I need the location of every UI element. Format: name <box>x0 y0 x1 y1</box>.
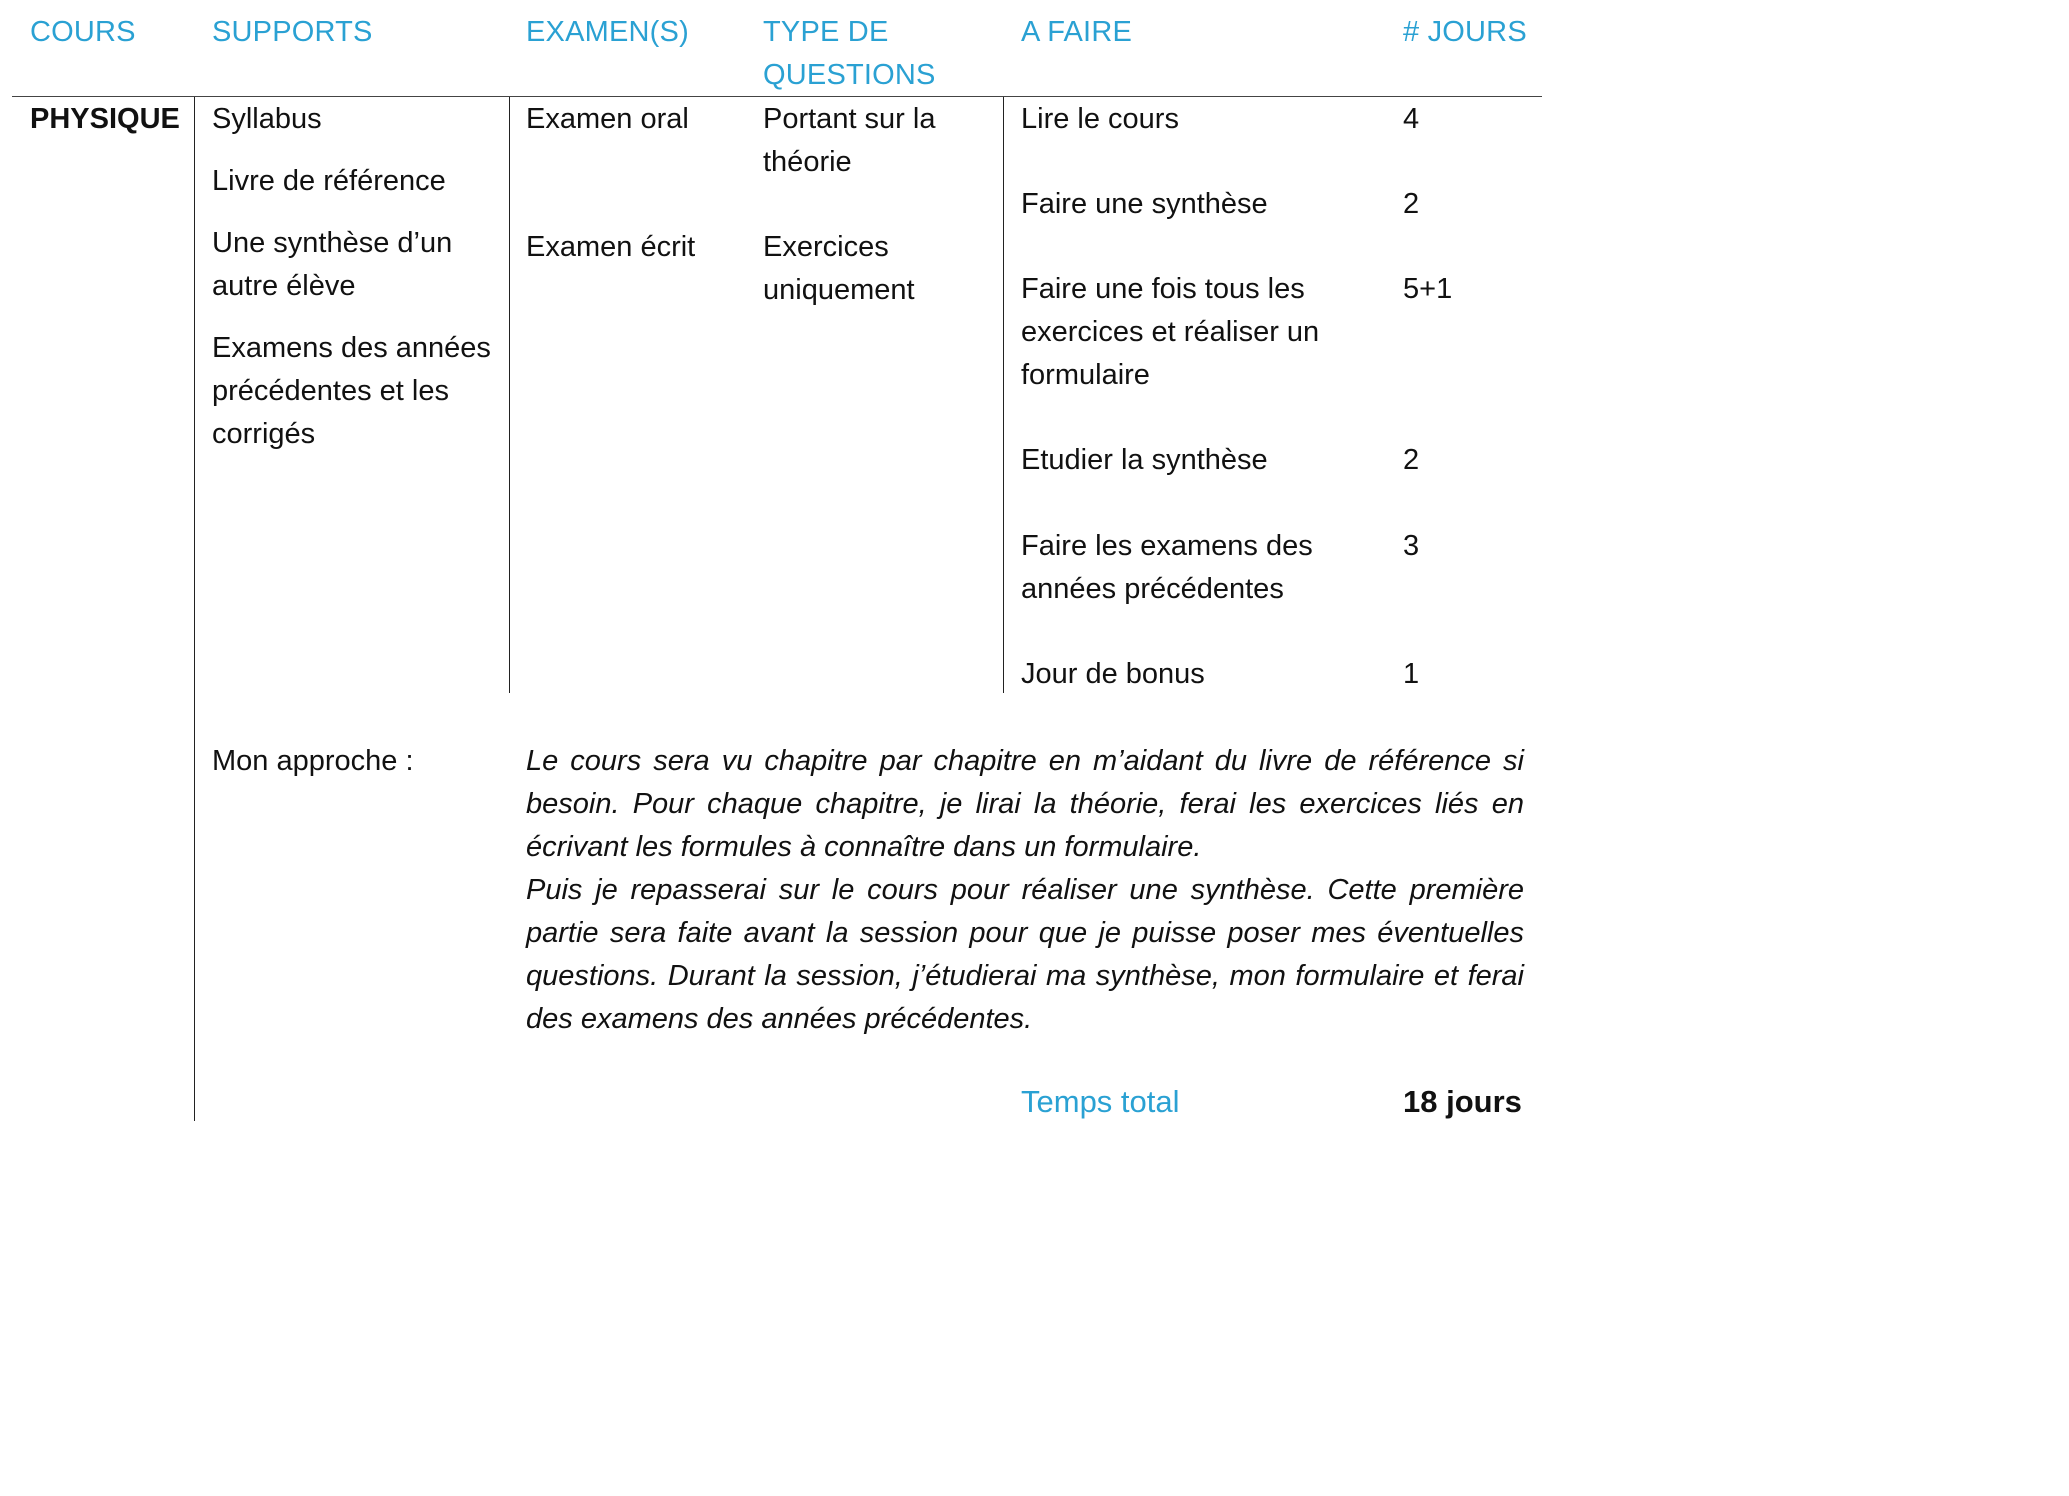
task-item: Lire le cours <box>1021 103 1179 135</box>
header-jours: # JOURS <box>1403 16 1527 48</box>
header-type-line2: QUESTIONS <box>763 59 936 91</box>
exam-question-type: Portant sur la théorie <box>763 103 936 178</box>
exam-name: Examen oral <box>526 103 689 135</box>
total-value: 18 jours <box>1403 1084 1522 1119</box>
total-label: Temps total <box>1021 1084 1180 1119</box>
approach-text <box>526 740 1524 1041</box>
task-item: Jour de bonus <box>1021 658 1205 690</box>
task-days: 3 <box>1403 530 1420 562</box>
header-cours: COURS <box>30 16 136 48</box>
approach-label: Mon approche : <box>212 745 414 777</box>
header-supports: SUPPORTS <box>212 16 373 48</box>
task-days: 5+1 <box>1403 273 1453 305</box>
exam-question-type: Exercices uniquement <box>763 231 915 306</box>
approach-paragraph: Puis je repasserai sur le cours pour réaliser une synthèse. Cette première partie sera faite avant la session pour que je puisse poser mes éventuelles questions. Durant la session, j’étudierai ma synthèse, mon formulaire et ferai des examens des années précédentes. <box>526 874 1524 1035</box>
task-item: Faire une synthèse <box>1021 188 1268 220</box>
column-divider-cours <box>194 97 195 1121</box>
header-a-faire: A FAIRE <box>1021 16 1132 48</box>
column-divider-type <box>1003 97 1004 693</box>
task-item: Faire les examens des années précédentes <box>1021 530 1313 605</box>
support-item: Livre de référence <box>212 165 446 197</box>
support-item: Syllabus <box>212 103 322 135</box>
exam-name: Examen écrit <box>526 231 696 263</box>
course-name: PHYSIQUE <box>30 103 180 135</box>
approach-paragraph: Le cours sera vu chapitre par chapitre en m’aidant du livre de référence si besoin. Pour chaque chapitre, je lirai la théorie, ferai les exercices liés en écrivant les formules à connaître dans un formulaire. <box>526 745 1524 863</box>
header-examens: EXAMEN(S) <box>526 16 689 48</box>
support-item: Une synthèse d’un autre élève <box>212 227 453 302</box>
task-days: 1 <box>1403 658 1420 690</box>
column-divider-supports <box>509 97 510 693</box>
support-item: Examens des années précédentes et les corrigés <box>212 332 491 450</box>
header-divider <box>12 96 1542 97</box>
task-days: 2 <box>1403 188 1420 220</box>
header-type-line1: TYPE DE <box>763 16 889 48</box>
task-days: 2 <box>1403 444 1420 476</box>
task-days: 4 <box>1403 103 1420 135</box>
task-item: Etudier la synthèse <box>1021 444 1268 476</box>
header-type-questions <box>763 11 936 97</box>
task-item: Faire une fois tous les exercices et réaliser un formulaire <box>1021 273 1320 391</box>
